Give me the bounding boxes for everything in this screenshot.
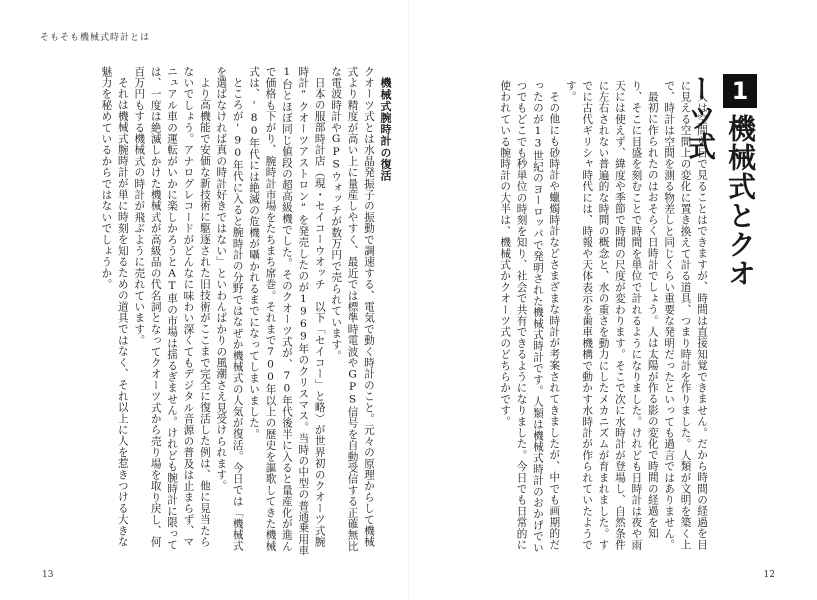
right-paragraph: 最初に作られたのはおそらく日時計でしょう。人は太陽が作る影の変化で時間の経過を知り、そこに目盛を刻むことで時間を単位で計れるようになりました。けれども日時計は夜や雨天には使えず、緯度や季節で時間の尺度が変わります。そこで次に水時計が登場し、自然条件に左右されない普遍的な時間の概念と、水の重さを動力にしたメカニズムが育まれました。すでに古代ギリシャ時代には、時報や天体表示を歯車機構で動かす水時計が作られていたようです。 [564,80,659,551]
left-paragraph: 日本の服部時計店（現・セイコーウオッチ 以下「セイコー」と略）が世界初のクオーツ式腕時計“クオーツアストロン”を発売したのが1969年のクリスマス。当時の中型の普通乗用車1台とほぼ同じ値段の超高級機でした。そのクオーツ式が、70年代後半に入ると量産化が進んで価格も下がり、腕時計市場をたちまち席巻。それまで700年以上の歴史を謳歌してきた機械式は、'80年代には絶滅の危機が囁かれるまでになってしまいました。 [248,66,326,556]
right-paragraph: 人は空間を目で見ることはできますが、時間は直接知覚できません。だから時間の経過を目に見える空間上の変化に置き換えて計る道具、つまり時計を作りました。人類が文明を築く上で、時計は空間を測る物差しと同じくらい重要な発明だったといっても過言ではありません。 [663,80,708,551]
chapter-title: 機械式とクオーツ式 [684,74,757,288]
left-paragraph: それは機械式腕時計が単に時刻を知るための道具ではなく、それ以上に人を惹きつける大きな魅力を秘めているからではないでしょうか。 [100,66,129,547]
left-paragraph: ところが'90年代に入ると腕時計の分野ではなぜか機械式の人気が復活。今日では「機械式を選ばなければ真の時計好きではない」といわんばかりの風潮さえ見受けられます。 [215,66,244,552]
left-page-body [24,66,394,556]
page-number-left: 13 [42,570,54,580]
left-paragraph: より高機能で安価な新技術に駆逐された旧技術がここまで完全に復活した例は、他に見当たらないでしょう。アナログレコードがどんなに味わい深くてもデジタル音源の普及は止まらず、マニュアル車の運転がいかに楽しかろうとAT車の市場は揺るぎません。けれども腕時計に限っては、一度は絶滅しかけた機械式が高級品の代名詞となってクオーツ式から売り場を取り戻し、何百万円もする機械式の時計が飛ぶように売れています。 [133,66,211,551]
page-gutter [408,0,409,600]
left-paragraph: クオーツ式とは水晶発振子の振動で調速する、電気で動く時計のこと。元々の原理からして機械式より精度が高い上に量産しやすく、最近では標準時電波やGPS信号を自動受信する正確無比な電波時計やGPSウォッチが数万円で売られています。 [330,66,375,552]
page-number-right: 12 [763,570,775,580]
running-head: そもそも機械式時計とは [40,33,151,43]
chapter-heading [684,74,760,294]
right-paragraph: その他にも砂時計や蠟燭時計などさまざまな時計が考案されてきましたが、中でも画期的だったのが13世紀のヨーロッパで発明された機械式時計です。人類は機械式時計のおかげでいつでもどこでも秒単位の時刻を知り、社会で共有できるようになりました。今日でも日常的に使われている腕時計の大半は、機械式かクオーツ式のどちらかです。 [499,80,561,554]
chapter-number-badge: 1 [723,74,757,108]
section-subhead: 機械式腕時計の復活 [379,77,392,182]
right-page-body [430,80,710,560]
